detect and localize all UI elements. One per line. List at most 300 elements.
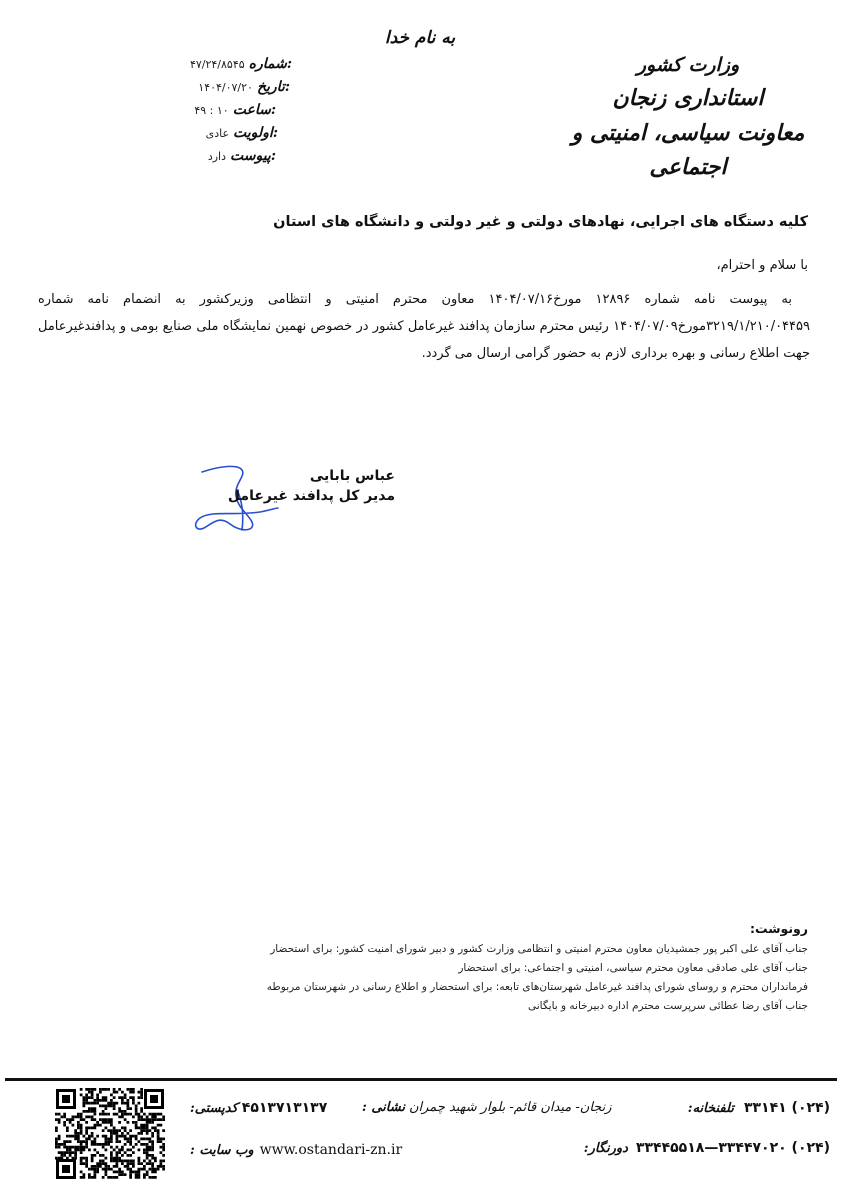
cc-item: جناب آقای علی اکبر پور جمشیدیان معاون محترم امنیتی و انتظامی وزارت کشور و دبیر شورای امنیت کشور: برای استحضار xyxy=(270,943,808,955)
qr-module xyxy=(118,1116,121,1119)
postal-label: کدپستی: xyxy=(190,1101,238,1116)
qr-module xyxy=(129,1154,132,1157)
qr-module xyxy=(63,1154,66,1157)
qr-module xyxy=(157,1138,160,1141)
qr-module xyxy=(105,1113,108,1116)
qr-module xyxy=(85,1157,88,1160)
qr-module xyxy=(118,1171,121,1174)
qr-module xyxy=(110,1140,113,1143)
qr-module xyxy=(94,1107,97,1110)
qr-module xyxy=(135,1105,138,1108)
qr-module xyxy=(74,1149,77,1152)
qr-module xyxy=(105,1107,108,1110)
qr-module xyxy=(124,1127,127,1130)
qr-module xyxy=(146,1124,149,1127)
qr-module xyxy=(162,1149,165,1152)
qr-module xyxy=(154,1160,157,1163)
qr-module xyxy=(110,1138,113,1141)
qr-module xyxy=(83,1102,86,1105)
qr-module xyxy=(80,1171,83,1174)
qr-module xyxy=(105,1118,108,1121)
qr-module xyxy=(102,1096,105,1099)
qr-module xyxy=(127,1149,130,1152)
qr-module xyxy=(124,1165,127,1168)
qr-module xyxy=(127,1162,130,1165)
signatory-title: مدیر کل پدافند غیرعامل xyxy=(227,488,395,504)
qr-module xyxy=(83,1157,86,1160)
qr-module xyxy=(135,1121,138,1124)
qr-module xyxy=(58,1113,61,1116)
qr-module xyxy=(160,1138,163,1141)
footer-postal xyxy=(190,1100,327,1116)
qr-module xyxy=(91,1110,94,1113)
qr-module xyxy=(91,1096,94,1099)
qr-module xyxy=(127,1160,130,1163)
qr-module xyxy=(138,1113,141,1116)
qr-module xyxy=(91,1135,94,1138)
qr-module xyxy=(143,1129,146,1132)
qr-module xyxy=(96,1102,99,1105)
qr-module xyxy=(138,1132,141,1135)
letter-body xyxy=(38,286,810,367)
qr-module xyxy=(121,1102,124,1105)
qr-module xyxy=(94,1154,97,1157)
qr-module xyxy=(94,1099,97,1102)
qr-module xyxy=(85,1165,88,1168)
qr-module xyxy=(129,1088,132,1091)
qr-module xyxy=(94,1113,97,1116)
qr-module xyxy=(105,1138,108,1141)
address-text: زنجان- میدان قائم- بلوار شهید چمران xyxy=(408,1100,612,1115)
qr-module xyxy=(102,1168,105,1171)
qr-module xyxy=(99,1160,102,1163)
qr-module xyxy=(102,1088,105,1091)
qr-module xyxy=(74,1151,77,1154)
qr-module xyxy=(88,1107,91,1110)
qr-module xyxy=(66,1146,69,1149)
qr-module xyxy=(124,1118,127,1121)
qr-module xyxy=(105,1121,108,1124)
qr-module xyxy=(77,1135,80,1138)
qr-module xyxy=(127,1138,130,1141)
qr-module xyxy=(61,1154,64,1157)
qr-module xyxy=(91,1160,94,1163)
qr-module xyxy=(140,1168,143,1171)
qr-module xyxy=(151,1113,154,1116)
qr-module xyxy=(146,1138,149,1141)
qr-module xyxy=(135,1138,138,1141)
website-label: وب سایت : xyxy=(190,1143,254,1158)
qr-module xyxy=(91,1168,94,1171)
qr-module xyxy=(96,1121,99,1124)
qr-module xyxy=(113,1102,116,1105)
qr-module xyxy=(58,1135,61,1138)
website-link[interactable]: www.ostandari-zn.ir xyxy=(259,1142,403,1158)
qr-module xyxy=(91,1118,94,1121)
meta-priority xyxy=(112,125,292,148)
qr-module xyxy=(151,1168,154,1171)
qr-module xyxy=(110,1094,113,1097)
qr-module xyxy=(146,1151,149,1154)
qr-module xyxy=(135,1124,138,1127)
qr-module xyxy=(149,1138,152,1141)
qr-module xyxy=(94,1143,97,1146)
qr-module xyxy=(102,1160,105,1163)
qr-module xyxy=(157,1168,160,1171)
qr-module xyxy=(149,1160,152,1163)
qr-module xyxy=(102,1154,105,1157)
qr-module xyxy=(154,1118,157,1121)
qr-module xyxy=(143,1149,146,1152)
qr-module xyxy=(121,1091,124,1094)
qr-module xyxy=(96,1165,99,1168)
qr-module xyxy=(99,1113,102,1116)
qr-module xyxy=(143,1127,146,1130)
qr-module xyxy=(80,1118,83,1121)
qr-module xyxy=(146,1121,149,1124)
qr-module xyxy=(88,1116,91,1119)
qr-module xyxy=(118,1129,121,1132)
qr-module xyxy=(146,1157,149,1160)
qr-module xyxy=(105,1140,108,1143)
qr-module xyxy=(66,1151,69,1154)
qr-module xyxy=(140,1096,143,1099)
qr-module xyxy=(88,1173,91,1176)
qr-module xyxy=(132,1121,135,1124)
qr-module xyxy=(116,1176,119,1179)
qr-module xyxy=(140,1143,143,1146)
qr-module xyxy=(127,1165,130,1168)
qr-module xyxy=(110,1129,113,1132)
qr-module xyxy=(135,1176,138,1179)
qr-module xyxy=(121,1146,124,1149)
qr-module xyxy=(140,1162,143,1165)
qr-module xyxy=(102,1143,105,1146)
qr-module xyxy=(80,1116,83,1119)
qr-module xyxy=(77,1138,80,1141)
qr-module xyxy=(91,1116,94,1119)
qr-module xyxy=(140,1138,143,1141)
qr-module xyxy=(129,1113,132,1116)
qr-module xyxy=(105,1149,108,1152)
qr-module xyxy=(58,1143,61,1146)
qr-module xyxy=(132,1162,135,1165)
qr-module xyxy=(55,1127,58,1130)
qr-module xyxy=(116,1113,119,1116)
qr-module xyxy=(116,1138,119,1141)
cc-section xyxy=(248,921,808,1016)
qr-module xyxy=(118,1135,121,1138)
qr-module xyxy=(149,1146,152,1149)
qr-module xyxy=(85,1138,88,1141)
qr-module xyxy=(91,1091,94,1094)
qr-module xyxy=(149,1118,152,1121)
qr-module xyxy=(83,1135,86,1138)
qr-module xyxy=(132,1160,135,1163)
qr-module xyxy=(129,1160,132,1163)
qr-module xyxy=(116,1129,119,1132)
signatory-name: عباس بابایی xyxy=(309,468,395,484)
qr-module xyxy=(116,1151,119,1154)
qr-module xyxy=(135,1113,138,1116)
qr-module xyxy=(83,1149,86,1152)
qr-module xyxy=(118,1168,121,1171)
qr-module xyxy=(66,1129,69,1132)
meta-time xyxy=(112,102,292,125)
qr-module xyxy=(143,1138,146,1141)
qr-module xyxy=(160,1151,163,1154)
qr-module xyxy=(107,1118,110,1121)
qr-module xyxy=(132,1099,135,1102)
qr-module xyxy=(105,1173,108,1176)
qr-module xyxy=(116,1146,119,1149)
qr-module xyxy=(55,1129,58,1132)
qr-module xyxy=(61,1143,64,1146)
qr-module xyxy=(105,1127,108,1130)
qr-module xyxy=(162,1129,165,1132)
meta-attachment xyxy=(112,148,292,171)
qr-module xyxy=(72,1135,75,1138)
qr-module xyxy=(85,1096,88,1099)
qr-module xyxy=(149,1162,152,1165)
qr-module xyxy=(69,1154,72,1157)
qr-module xyxy=(160,1146,163,1149)
qr-module xyxy=(138,1102,141,1105)
meta-date xyxy=(112,79,292,102)
qr-module xyxy=(154,1171,157,1174)
footer-website xyxy=(190,1142,402,1158)
qr-module xyxy=(151,1162,154,1165)
qr-module xyxy=(91,1157,94,1160)
qr-module xyxy=(149,1140,152,1143)
qr-module xyxy=(85,1094,88,1097)
qr-module xyxy=(110,1151,113,1154)
qr-module xyxy=(135,1173,138,1176)
qr-module xyxy=(138,1168,141,1171)
qr-module xyxy=(132,1165,135,1168)
qr-module xyxy=(85,1143,88,1146)
qr-module xyxy=(94,1176,97,1179)
qr-module xyxy=(113,1165,116,1168)
qr-module xyxy=(138,1140,141,1143)
qr-module xyxy=(63,1113,66,1116)
qr-module xyxy=(132,1096,135,1099)
qr-module xyxy=(113,1176,116,1179)
fax-label: دورنگار: xyxy=(583,1141,628,1156)
qr-module xyxy=(113,1132,116,1135)
qr-module xyxy=(116,1140,119,1143)
qr-module xyxy=(91,1154,94,1157)
meta-label: تاریخ: xyxy=(256,79,290,95)
qr-module xyxy=(85,1127,88,1130)
qr-module xyxy=(66,1140,69,1143)
qr-module xyxy=(96,1096,99,1099)
qr-module xyxy=(63,1143,66,1146)
qr-module xyxy=(113,1127,116,1130)
qr-module xyxy=(138,1127,141,1130)
qr-module xyxy=(107,1140,110,1143)
meta-value: عادی xyxy=(205,127,230,140)
qr-module xyxy=(107,1168,110,1171)
qr-module xyxy=(94,1149,97,1152)
qr-module xyxy=(107,1105,110,1108)
qr-module xyxy=(105,1088,108,1091)
qr-module xyxy=(118,1107,121,1110)
qr-module xyxy=(77,1132,80,1135)
qr-module xyxy=(72,1116,75,1119)
qr-module xyxy=(69,1149,72,1152)
qr-module xyxy=(63,1121,66,1124)
qr-module xyxy=(77,1127,80,1130)
qr-module xyxy=(74,1129,77,1132)
qr-module xyxy=(129,1107,132,1110)
qr-module xyxy=(66,1149,69,1152)
qr-module xyxy=(80,1157,83,1160)
qr-module xyxy=(74,1135,77,1138)
qr-module xyxy=(72,1146,75,1149)
qr-module xyxy=(88,1088,91,1091)
qr-module xyxy=(58,1121,61,1124)
qr-module xyxy=(146,1129,149,1132)
qr-module xyxy=(113,1171,116,1174)
qr-module xyxy=(124,1151,127,1154)
qr-module xyxy=(105,1171,108,1174)
qr-module xyxy=(149,1149,152,1152)
qr-module xyxy=(94,1124,97,1127)
qr-module xyxy=(102,1121,105,1124)
qr-module xyxy=(88,1135,91,1138)
qr-module xyxy=(124,1110,127,1113)
meta-value: ۴۷/۲۴/۸۵۴۵ xyxy=(189,58,245,71)
qr-module xyxy=(132,1091,135,1094)
qr-module xyxy=(140,1129,143,1132)
qr-module xyxy=(151,1154,154,1157)
qr-module xyxy=(116,1157,119,1160)
qr-module xyxy=(102,1146,105,1149)
qr-module xyxy=(55,1146,58,1149)
qr-module xyxy=(94,1138,97,1141)
qr-module xyxy=(162,1160,165,1163)
qr-module xyxy=(151,1157,154,1160)
qr-module xyxy=(157,1165,160,1168)
qr-module xyxy=(58,1138,61,1141)
qr-module xyxy=(96,1143,99,1146)
qr-module xyxy=(66,1135,69,1138)
qr-module xyxy=(146,1171,149,1174)
qr-module xyxy=(102,1162,105,1165)
qr-module xyxy=(99,1105,102,1108)
qr-module xyxy=(107,1129,110,1132)
qr-module xyxy=(121,1116,124,1119)
qr-module xyxy=(85,1129,88,1132)
qr-module xyxy=(113,1113,116,1116)
qr-module xyxy=(107,1143,110,1146)
qr-module xyxy=(124,1096,127,1099)
qr-module xyxy=(91,1132,94,1135)
qr-module xyxy=(116,1162,119,1165)
qr-module xyxy=(69,1151,72,1154)
qr-module xyxy=(121,1160,124,1163)
qr-module xyxy=(80,1113,83,1116)
meta-value: ۱۰ : ۴۹ xyxy=(194,104,229,117)
qr-module xyxy=(140,1116,143,1119)
qr-module xyxy=(88,1138,91,1141)
meta-number xyxy=(112,56,292,79)
qr-module xyxy=(94,1173,97,1176)
qr-module xyxy=(116,1102,119,1105)
qr-module xyxy=(80,1129,83,1132)
qr-module xyxy=(154,1176,157,1179)
qr-module xyxy=(107,1102,110,1105)
qr-module xyxy=(116,1132,119,1135)
qr-module xyxy=(121,1173,124,1176)
qr-module xyxy=(85,1116,88,1119)
qr-module xyxy=(105,1157,108,1160)
qr-module xyxy=(58,1146,61,1149)
qr-module xyxy=(94,1110,97,1113)
qr-module xyxy=(91,1094,94,1097)
qr-module xyxy=(105,1162,108,1165)
qr-module xyxy=(99,1124,102,1127)
qr-module xyxy=(83,1099,86,1102)
qr-module xyxy=(138,1157,141,1160)
qr-module xyxy=(151,1149,154,1152)
qr-module xyxy=(113,1157,116,1160)
qr-module xyxy=(99,1143,102,1146)
qr-module xyxy=(113,1105,116,1108)
qr-module xyxy=(118,1088,121,1091)
qr-module xyxy=(88,1127,91,1130)
qr-module xyxy=(129,1140,132,1143)
meta-label: پیوست: xyxy=(229,148,276,164)
org-ministry: وزارت کشور xyxy=(636,54,740,76)
qr-module xyxy=(118,1173,121,1176)
qr-module xyxy=(129,1171,132,1174)
qr-module xyxy=(110,1124,113,1127)
qr-module xyxy=(91,1165,94,1168)
qr-module xyxy=(138,1173,141,1176)
qr-module xyxy=(124,1129,127,1132)
qr-module xyxy=(110,1118,113,1121)
qr-module xyxy=(63,1140,66,1143)
qr-module xyxy=(146,1173,149,1176)
qr-module xyxy=(69,1140,72,1143)
qr-module xyxy=(61,1151,64,1154)
qr-module xyxy=(80,1140,83,1143)
qr-module xyxy=(55,1143,58,1146)
qr-module xyxy=(160,1165,163,1168)
qr-module xyxy=(154,1157,157,1160)
qr-module xyxy=(110,1132,113,1135)
qr-module xyxy=(143,1165,146,1168)
qr-module xyxy=(80,1146,83,1149)
qr-module xyxy=(146,1132,149,1135)
qr-module xyxy=(96,1171,99,1174)
qr-module xyxy=(151,1146,154,1149)
qr-module xyxy=(105,1168,108,1171)
qr-module xyxy=(85,1146,88,1149)
qr-module xyxy=(83,1096,86,1099)
address-label: نشانی : xyxy=(362,1100,405,1115)
postal-code: ۴۵۱۳۷۱۳۱۳۷ xyxy=(241,1100,328,1116)
qr-finder-top-left xyxy=(56,1089,76,1109)
qr-module xyxy=(151,1171,154,1174)
qr-module xyxy=(80,1160,83,1163)
qr-module xyxy=(138,1171,141,1174)
qr-module xyxy=(143,1151,146,1154)
qr-module xyxy=(127,1105,130,1108)
letter-greeting: با سلام و احترام، xyxy=(716,258,808,273)
